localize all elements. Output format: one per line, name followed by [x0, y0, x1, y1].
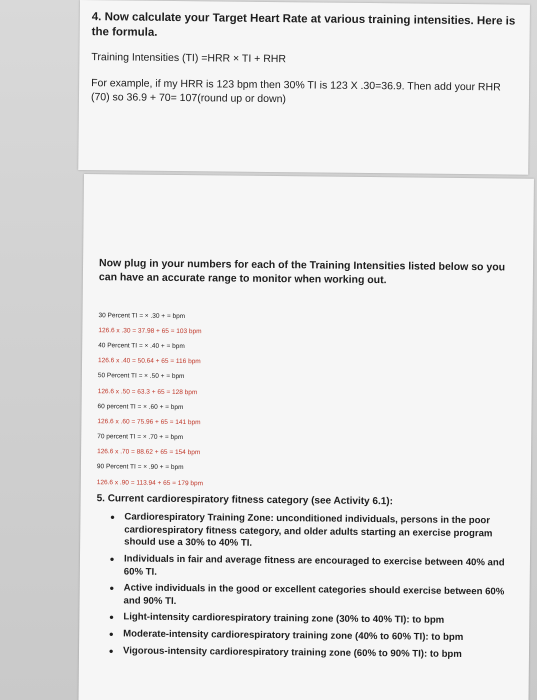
calc-row-70-template: 70 percent TI = × .70 + = bpm — [97, 433, 184, 442]
calc-row-40-template: 40 Percent TI = × .40 + = bpm — [98, 342, 185, 351]
bullet-fair-average: • Individuals in fair and average fitness are encouraged to exercise between 40% and 60% TI. — [112, 553, 514, 582]
formula-text: Training Intensities (TI) =HRR × TI + RHR — [91, 51, 287, 66]
bullet-light-intensity: • Light-intensity cardiorespiratory training zone (30% to 40% TI): to bpm — [111, 612, 513, 629]
calc-row-70-answer: 126.6 x .70 = 88.62 + 65 = 154 bpm — [97, 448, 201, 457]
calc-row-50-template: 50 Percent TI = × .50 + = bpm — [97, 372, 185, 381]
calc-row-40-answer: 126.6 x .40 = 50.64 + 65 = 116 bpm — [98, 357, 201, 366]
section5-card — [78, 174, 534, 700]
section4-card — [78, 0, 530, 175]
section5-heading: 5. Current cardiorespiratory fitness category (see Activity 6.1): — [96, 493, 394, 508]
example-text: For example, if my HRR is 123 bpm then 30% TI is 123 X .30=36.9. Then add your RHR (70) so 36.9 + 70= 107(round up or down) — [90, 77, 501, 106]
section4-heading: 4. Now calculate your Target Heart Rate at various training intensities. Here is the formula. — [91, 11, 516, 39]
bullet-good-excellent: • Active individuals in the good or excellent categories should exercise between 60% and 90% TI. — [111, 583, 513, 612]
calc-row-90-template: 90 Percent TI = × .90 + = bpm — [96, 463, 184, 472]
calc-row-30-answer: 126.6 x .30 = 37.98 + 65 = 103 bpm — [98, 326, 202, 336]
calc-row-50-answer: 126.6 x .50 = 63.3 + 65 = 128 bpm — [97, 387, 198, 396]
calc-row-60-answer: 126.6 x .60 = 75.96 + 65 = 141 bpm — [97, 418, 201, 427]
calc-row-30-template: 30 Percent TI = × .30 + = bpm — [98, 311, 186, 320]
bullet-moderate-intensity: • Moderate-intensity cardiorespiratory training zone (40% to 60% TI): to bpm — [111, 628, 513, 645]
calculation-list — [97, 308, 517, 495]
calc-row-60-template: 60 percent TI = × .60 + = bpm — [97, 402, 184, 411]
bullet-vigorous-intensity: • Vigorous-intensity cardiorespiratory training zone (60% to 90% TI): to bpm — [111, 645, 513, 662]
bullet-training-zone: • Cardiorespiratory Training Zone: unconditioned individuals, persons in the poor cardiorespiratory fitness category, and older adults starting an exercise program should use a 30% to 40% TI. — [112, 512, 514, 554]
calc-row-90-answer: 126.6 x .90 = 113.94 + 65 = 179 bpm — [96, 478, 204, 487]
fitness-bullet-list — [95, 511, 515, 661]
plug-in-heading: Now plug in your numbers for each of the Training Intensities listed below so you can have an accurate range to monitor when working out. — [98, 257, 506, 287]
